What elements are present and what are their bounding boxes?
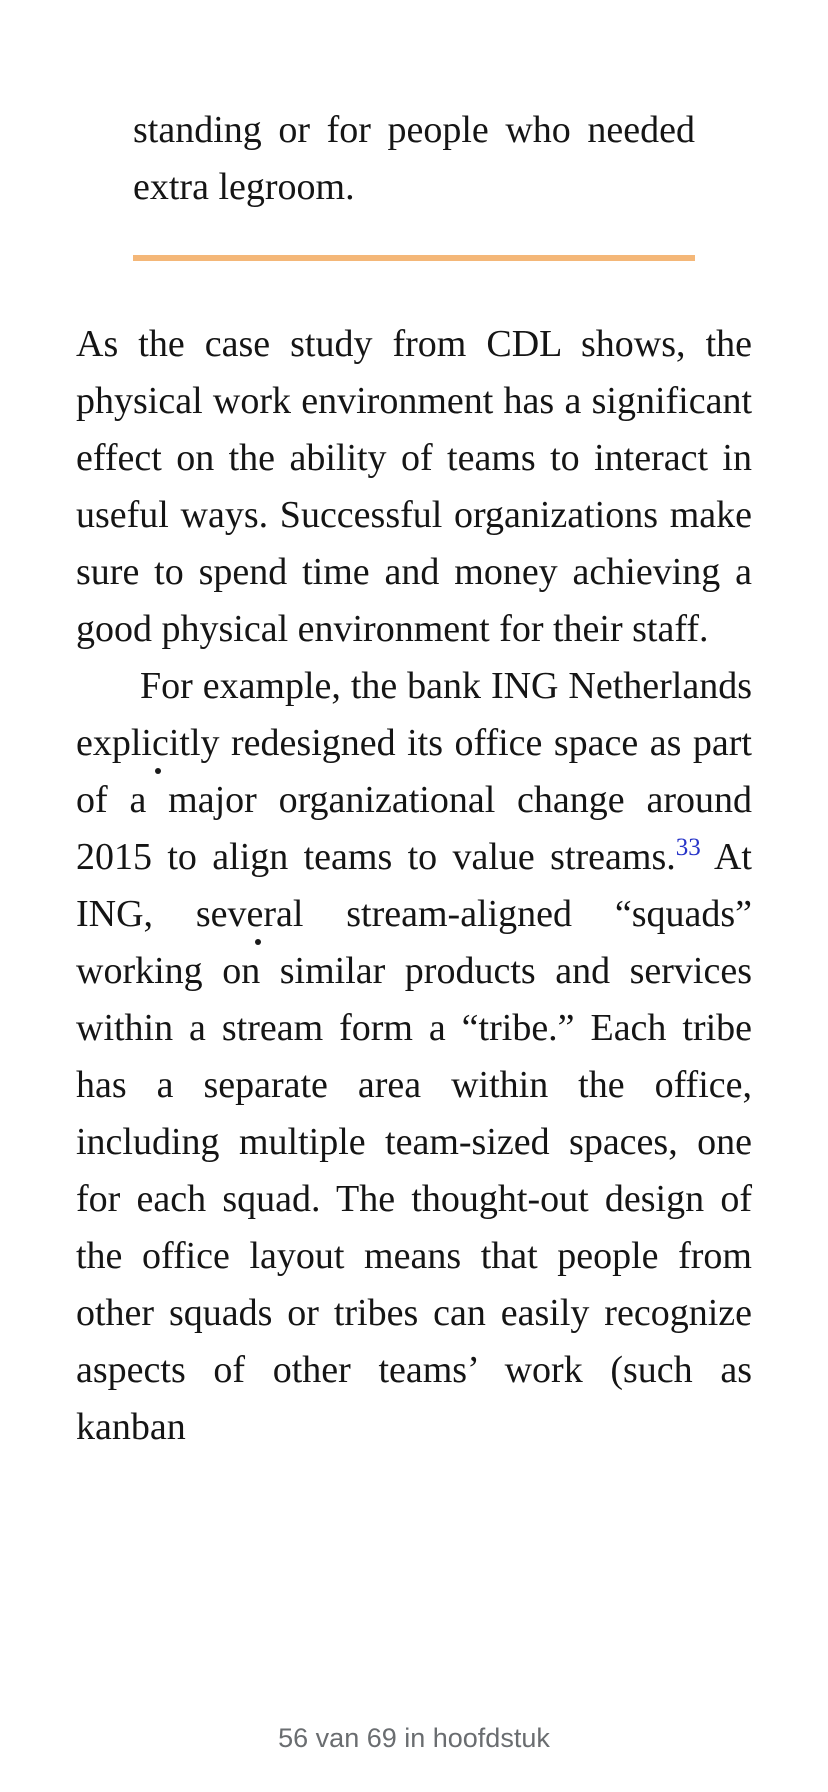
section-divider-rule — [133, 255, 695, 261]
book-text-column — [0, 102, 828, 1456]
page-position-footer: 56 van 69 in hoofdstuk — [278, 1723, 550, 1753]
pull-quote-text: standing or for people who needed extra legroom. — [133, 109, 695, 208]
para-segment: At ING, — [76, 836, 752, 935]
para-segment: redesigned its office space as part of a major organizational change around 2015 to align teams to value streams. — [76, 722, 752, 878]
paragraph-ing — [76, 658, 752, 1456]
para-segment: For example, the bank ING Netherlands — [140, 665, 752, 707]
marked-word-several: several — [195, 893, 304, 935]
pull-quote — [133, 102, 695, 216]
footnote-link-33[interactable]: 33 — [675, 834, 701, 861]
paragraph-cdl: As the case study from CDL shows, the physical work environment has a significant effect on the ability of teams to interact in useful ways. Successful organizations make sure to spend time and money achieving a good physical environment for their staff. — [76, 323, 752, 650]
marked-word-explicitly: explicitly — [76, 722, 220, 764]
para-segment: stream-aligned “squads” working on similar products and services within a stream form a “tribe.” Each tribe has a separate area within the office, including multiple team-sized spaces, one for each squad. The thought-out design of the office layout means that people from other squads or tribes can easily recognize aspects of other teams’ work (such as kanban — [76, 893, 753, 1448]
